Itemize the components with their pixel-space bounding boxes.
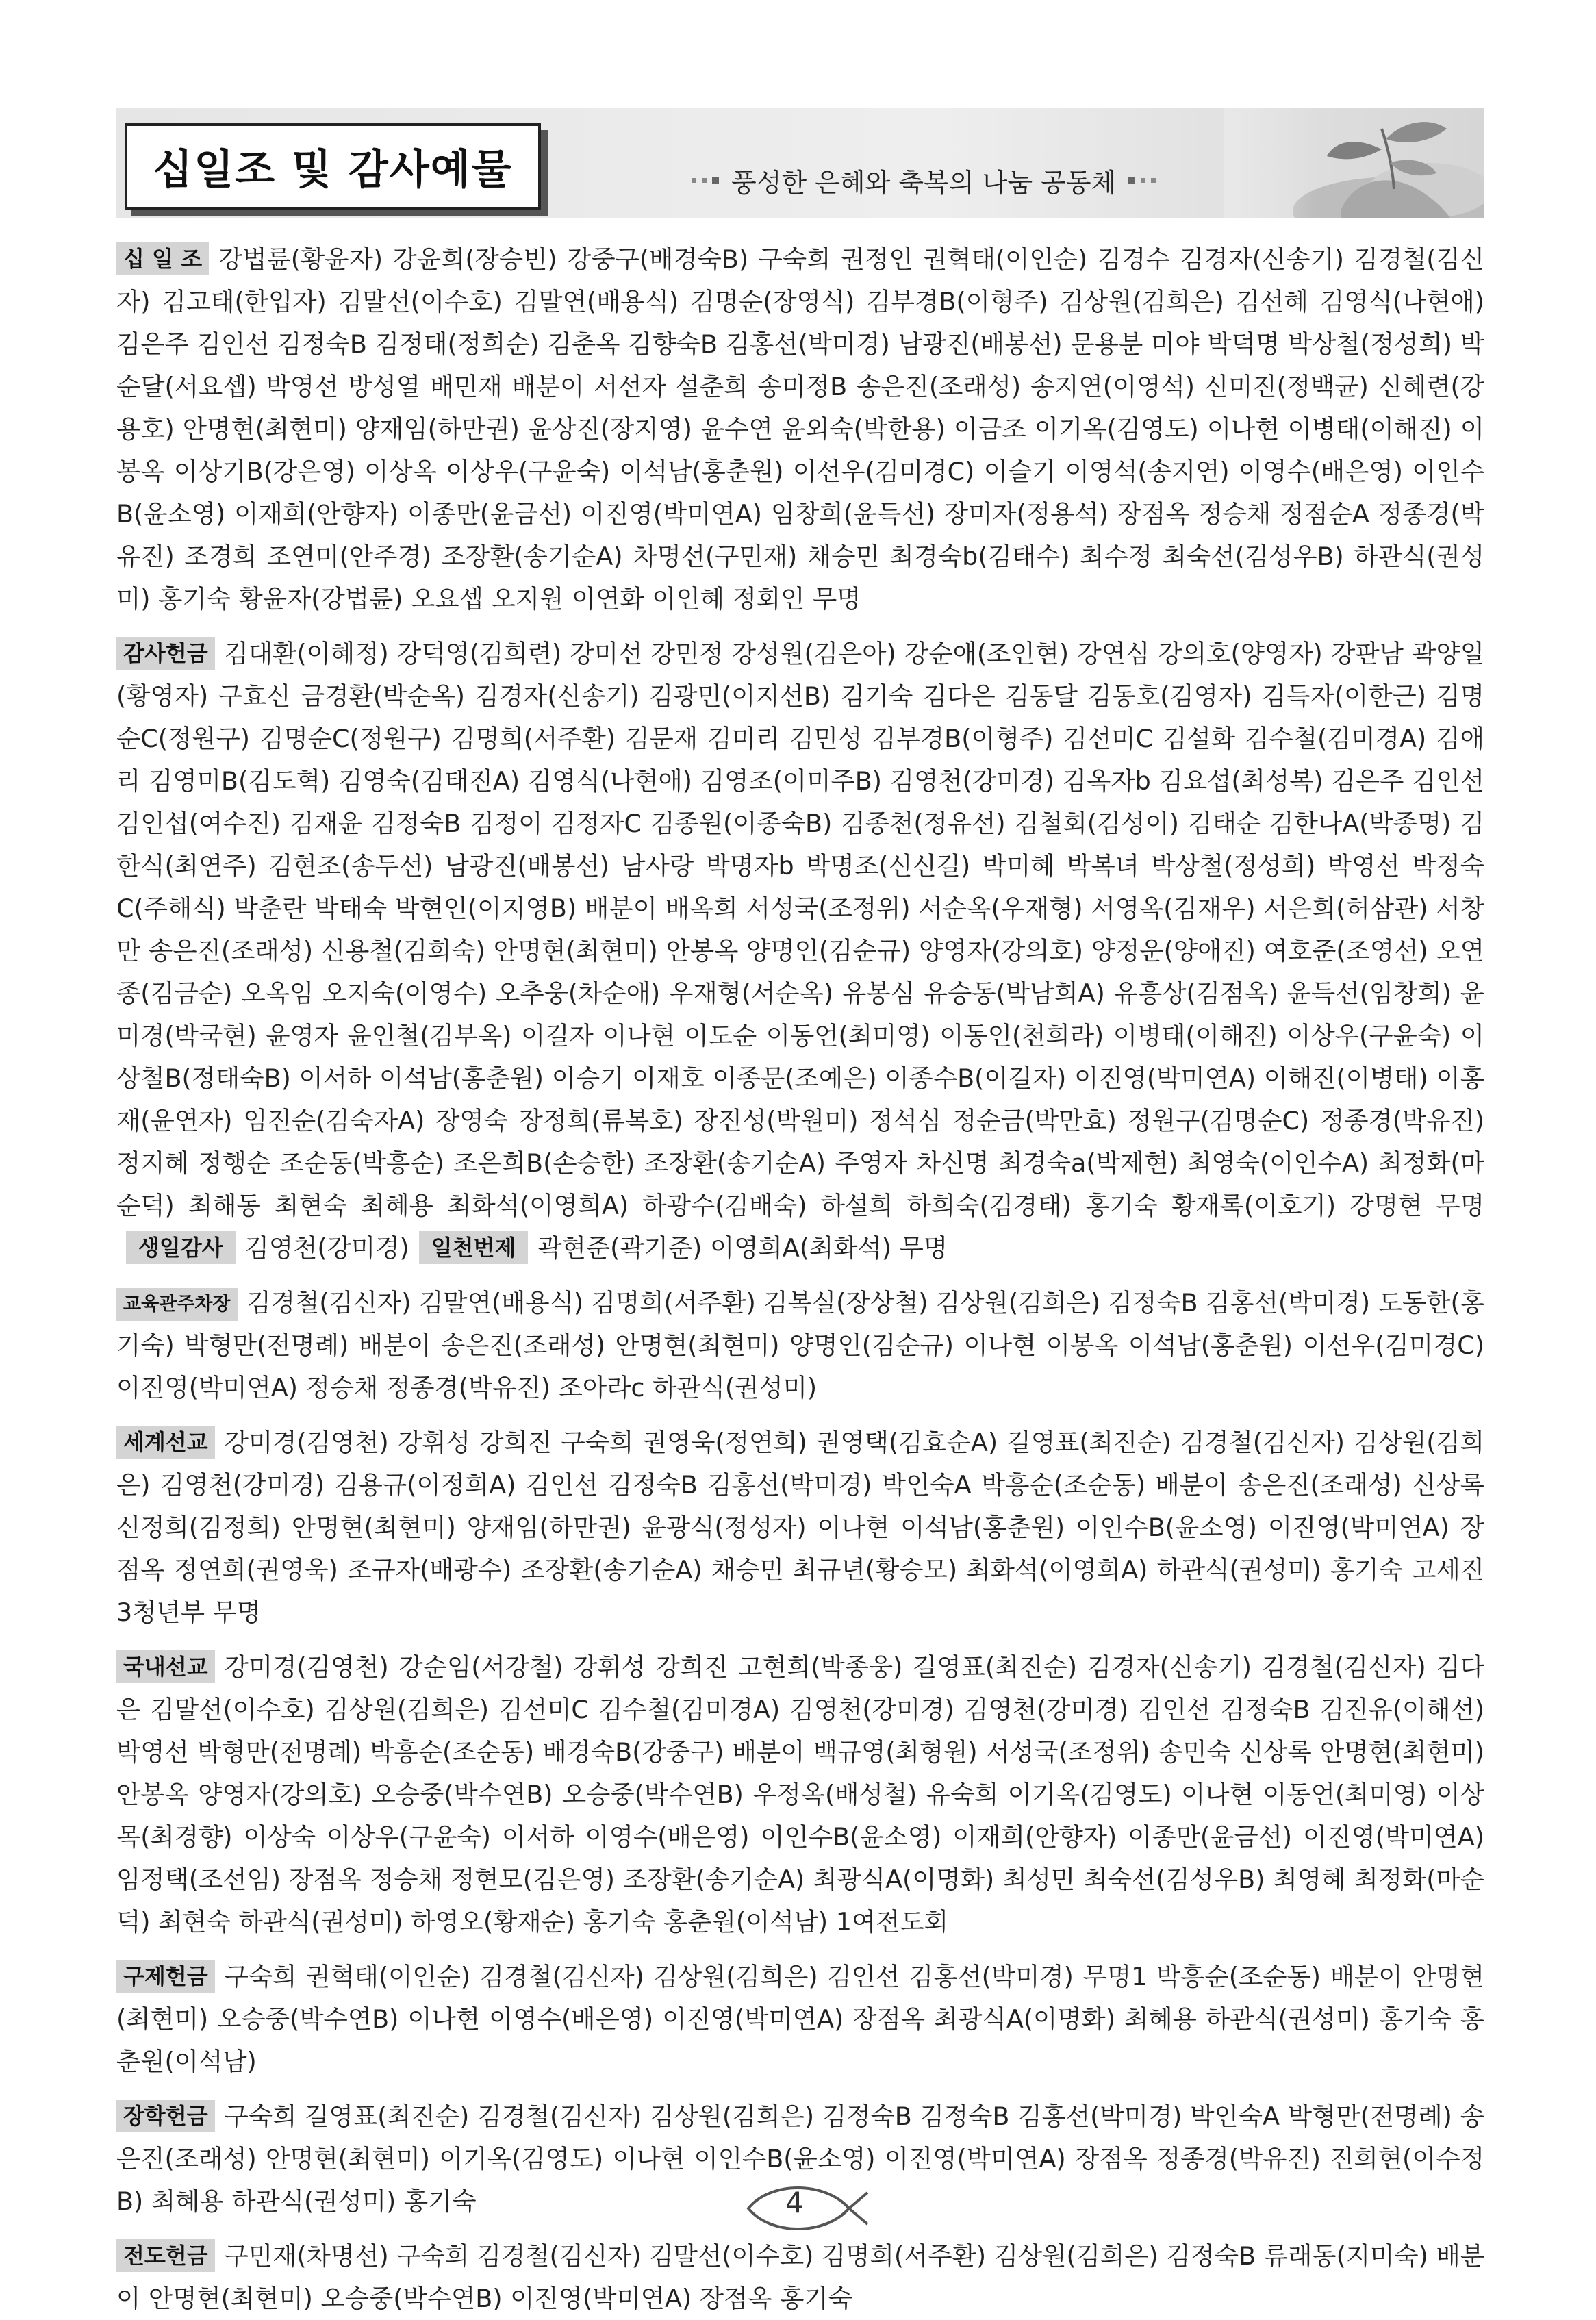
world-mission-names: 강미경(김영천) 강휘성 강희진 구숙희 권영욱(정연희) 권영택(김효순A) 길영표(최진순) 김경철(김신자) 김상원(김희은) 김영천(강미경) 김용규(이정희A) 김인선 김정숙B 김홍선(박미경) 박인숙A 박흥순(조순동) 배분이 송은진(조래성) 신상록 신정희(김정희) 안명현(최현미) 양재임(하만권) 윤광식(정성자) 이나현 이석남(홍춘원) 이인수B(윤소영) 이진영(박미연A) 장점옥 정연희(권영욱) 조규자(배광수) 조장환(송기순A) 채승민 최규년(황승모) 최화석(이영희A) 하관식(권성미) 홍기숙 고세진 3청년부 무명 <box>116 1428 1484 1627</box>
page-title: 십일조 및 감사예물 <box>153 146 513 194</box>
page-number: 4 <box>785 2186 804 2219</box>
label-tithe: 십 일 조 <box>116 242 209 275</box>
section-education-text-block <box>116 1282 1484 1409</box>
label-birthday-thanks: 생일감사 <box>126 1231 236 1264</box>
relief-names: 구숙희 권혁태(이인순) 김경철(김신자) 김상원(김희은) 김인선 김홍선(박미경) 무명1 박흥순(조순동) 배분이 안명현(최현미) 오승중(박수연B) 이나현 이영수(배은영) 이진영(박미연A) 장점옥 최광식A(이명화) 최혜용 하관식(권성미) 홍기숙 홍춘원(이석남) <box>116 1962 1485 2076</box>
section-education-parking <box>116 1282 1484 1409</box>
tithe-names: 강법륜(황윤자) 강윤희(장승빈) 강중구(배경숙B) 구숙희 권정인 권혁태(이인순) 김경수 김경자(신송기) 김경철(김신자) 김고태(한입자) 김말선(이수호) 김말연(배용식) 김명순(장영식) 김부경B(이형주) 김상원(김희은) 김선혜 김영식(나현애) 김은주 김인선 김정숙B 김정태(정희순) 김춘옥 김향숙B 김홍선(박미경) 남광진(배봉선) 문용분 미야 박덕명 박상철(정성희) 박순달(서요셉) 박영선 방성열 배민재 배분이 서선자 설춘희 송미정B 송은진(조래성) 송지연(이영석) 신미진(정백균) 신혜련(강용호) 안명현(최현미) 양재임(하만권) 윤상진(장지영) 윤수연 윤외숙(박한용) 이금조 이기옥(김영도) 이나현 이병태(이해진) 이봉옥 이상기B(강은영) 이상옥 이상우(구윤숙) 이석남(홍춘원) 이선우(김미경C) 이슬기 이영석(송지연) 이영수(배은영) 이인수B(윤소영) 이재희(안향자) 이종만(윤금선) 이진영(박미연A) 임창희(윤득선) 장미자(정용석) 장점옥 정승채 정점순A 정종경(박유진) 조경희 조연미(안주경) 조장환(송기순A) 차명선(구민재) 채승민 최경숙b(김태수) 최수정 최숙선(김성우B) 하관식(권성미) 홍기숙 황윤자(강법륜) 오요셉 오지원 이연화 이인혜 정회인 무명 <box>116 244 1484 614</box>
label-thanks: 감사헌금 <box>116 637 215 670</box>
section-thanks-text-block <box>116 633 1484 1270</box>
section-domestic-mission <box>116 1646 1484 1943</box>
label-domestic-mission: 국내선교 <box>116 1650 215 1683</box>
title-box <box>125 123 541 210</box>
section-world-mission-text-block <box>116 1422 1484 1634</box>
label-daily-offering: 일천번제 <box>419 1231 529 1264</box>
birthday-names: 김영천(강미경) <box>244 1233 409 1263</box>
domestic-mission-names: 강미경(김영천) 강순임(서강철) 강휘성 강희진 고현희(박종웅) 길영표(최진순) 김경자(신송기) 김경철(김신자) 김다은 김말선(이수호) 김상원(김희은) 김선미C 김수철(김미경A) 김영천(강미경) 김영천(강미경) 김인선 김정숙B 김진유(이해선) 박영선 박형만(전명례) 박흥순(조순동) 배경숙B(강중구) 배분이 백규영(최형원) 서성국(조정위) 송민숙 신상록 안명현(최현미) 안봉옥 양영자(강의호) 오승중(박수연B) 오승중(박수연B) 우정옥(배성철) 유숙희 이기옥(김영도) 이나현 이동언(최미영) 이상목(최경향) 이상숙 이상우(구윤숙) 이서하 이영수(배은영) 이인수B(윤소영) 이재희(안향자) 이종만(윤금선) 이진영(박미연A) 임정택(조선임) 장점옥 정승채 정현모(김은영) 조장환(송기순A) 최광식A(이명화) 최성민 최숙선(김성우B) 최영혜 최정화(마순덕) 최현숙 하관식(권성미) 하영오(황재순) 홍기숙 홍춘원(이석남) 1여전도회 <box>116 1652 1484 1937</box>
fish-icon <box>736 2178 873 2239</box>
header-banner <box>116 108 1484 218</box>
scholarship-names: 구숙희 길영표(최진순) 김경철(김신자) 김상원(김희은) 김정숙B 김정숙B 김홍선(박미경) 박인숙A 박형만(전명례) 송은진(조래성) 안명현(최현미) 이기옥(김영도) 이나현 이인수B(윤소영) 이진영(박미연A) 장점옥 정종경(박유진) 진희현(이수정B) 최혜용 하관식(권성미) 홍기숙 <box>116 2102 1484 2216</box>
label-evangelism: 전도헌금 <box>116 2239 215 2272</box>
section-domestic-mission-text-block <box>116 1646 1484 1943</box>
page-subtitle: 풍성한 은혜와 축복의 나눔 공동체 <box>731 168 1117 198</box>
dots-right-icon <box>1128 177 1156 184</box>
label-relief: 구제헌금 <box>116 1960 215 1993</box>
label-education-parking: 교육관주차장 <box>116 1288 238 1321</box>
dots-left-icon <box>692 177 719 184</box>
offering-list <box>116 226 1484 2320</box>
thanks-names: 김대환(이혜정) 강덕영(김희련) 강미선 강민정 강성원(김은아) 강순애(조인현) 강연심 강의호(양영자) 강판남 곽양일(황영자) 구효신 금경환(박순옥) 김경자(신송기) 김광민(이지선B) 김기숙 김다은 김동달 김동호(김영자) 김득자(이한근) 김명순C(정원구) 김명순C(정원구) 김명희(서주환) 김문재 김미리 김민성 김부경B(이형주) 김선미C 김설화 김수철(김미경A) 김애리 김영미B(김도혁) 김영숙(김태진A) 김영식(나현애) 김영조(이미주B) 김영천(강미경) 김옥자b 김요섭(최성복) 김은주 김인선 김인섭(여수진) 김재윤 김정숙B 김정이 김정자C 김종원(이종숙B) 김종천(정유선) 김철회(김성이) 김태순 김한나A(박종명) 김한식(최연주) 김현조(송두선) 남광진(배봉선) 남사랑 박명자b 박명조(신신길) 박미혜 박복녀 박상철(정성희) 박영선 박정숙C(주해식) 박춘란 박태숙 박현인(이지영B) 배분이 배옥희 서성국(조정위) 서순옥(우재형) 서영옥(김재우) 서은희(허삼관) 서창만 송은진(조래성) 신용철(김희숙) 안명현(최현미) 안봉옥 양명인(김순규) 양영자(강의호) 양정운(양애진) 여호준(조영선) 오연종(김금순) 오옥임 오지숙(이영수) 오추웅(차순애) 우재형(서순옥) 유봉심 유승동(박남희A) 유흥상(김점옥) 윤득선(임창희) 윤미경(박국현) 윤영자 윤인철(김부옥) 이길자 이나현 이도순 이동언(최미영) 이동인(천희라) 이병태(이해진) 이상우(구윤숙) 이상철B(정태숙B) 이서하 이석남(홍춘원) 이승기 이재호 이종문(조예은) 이종수B(이길자) 이진영(박미연A) 이해진(이병태) 이홍재(윤연자) 임진순(김숙자A) 장영숙 장정희(류복호) 장진성(박원미) 정석심 정순금(박만효) 정원구(김명순C) 정종경(박유진) 정지혜 정행순 조순동(박흥순) 조은희B(손승한) 조장환(송기순A) 주영자 차신명 최경숙a(박제현) 최영숙(이인수A) 최정화(마순덕) 최해동 최현숙 최혜용 최화석(이영희A) 하광수(김배숙) 하설희 하희숙(김경태) 홍기숙 황재록(이호기) 강명현 무명 <box>116 639 1484 1220</box>
label-scholarship: 장학헌금 <box>116 2100 215 2132</box>
daily-offering-names: 곽현준(곽기준) 이영희A(최화석) 무명 <box>537 1233 948 1263</box>
section-tithe <box>116 238 1484 620</box>
section-relief-text-block <box>116 1956 1484 2083</box>
label-world-mission: 세계선교 <box>116 1426 215 1459</box>
section-thanks <box>116 633 1484 1270</box>
section-evangelism-text-block <box>116 2235 1484 2320</box>
page-number-badge <box>736 2178 873 2239</box>
section-world-mission <box>116 1422 1484 1634</box>
evangelism-names: 구민재(차명선) 구숙희 김경철(김신자) 김말선(이수호) 김명희(서주환) 김상원(김희은) 김정숙B 류래동(지미숙) 배분이 안명현(최현미) 오승중(박수연B) 이진영(박미연A) 장점옥 홍기숙 <box>116 2241 1484 2313</box>
section-evangelism <box>116 2235 1484 2320</box>
subtitle-group <box>692 162 1156 199</box>
plant-in-hands-icon <box>1224 108 1484 218</box>
section-relief <box>116 1956 1484 2083</box>
section-tithe-text-block <box>116 238 1484 620</box>
education-names: 김경철(김신자) 김말연(배용식) 김명희(서주환) 김복실(장상철) 김상원(김희은) 김정숙B 김홍선(박미경) 도동한(홍기숙) 박형만(전명례) 배분이 송은진(조래성) 안명현(최현미) 양명인(김순규) 이나현 이봉옥 이석남(홍춘원) 이선우(김미경C) 이진영(박미연A) 정승채 정종경(박유진) 조아라c 하관식(권성미) <box>116 1288 1485 1402</box>
